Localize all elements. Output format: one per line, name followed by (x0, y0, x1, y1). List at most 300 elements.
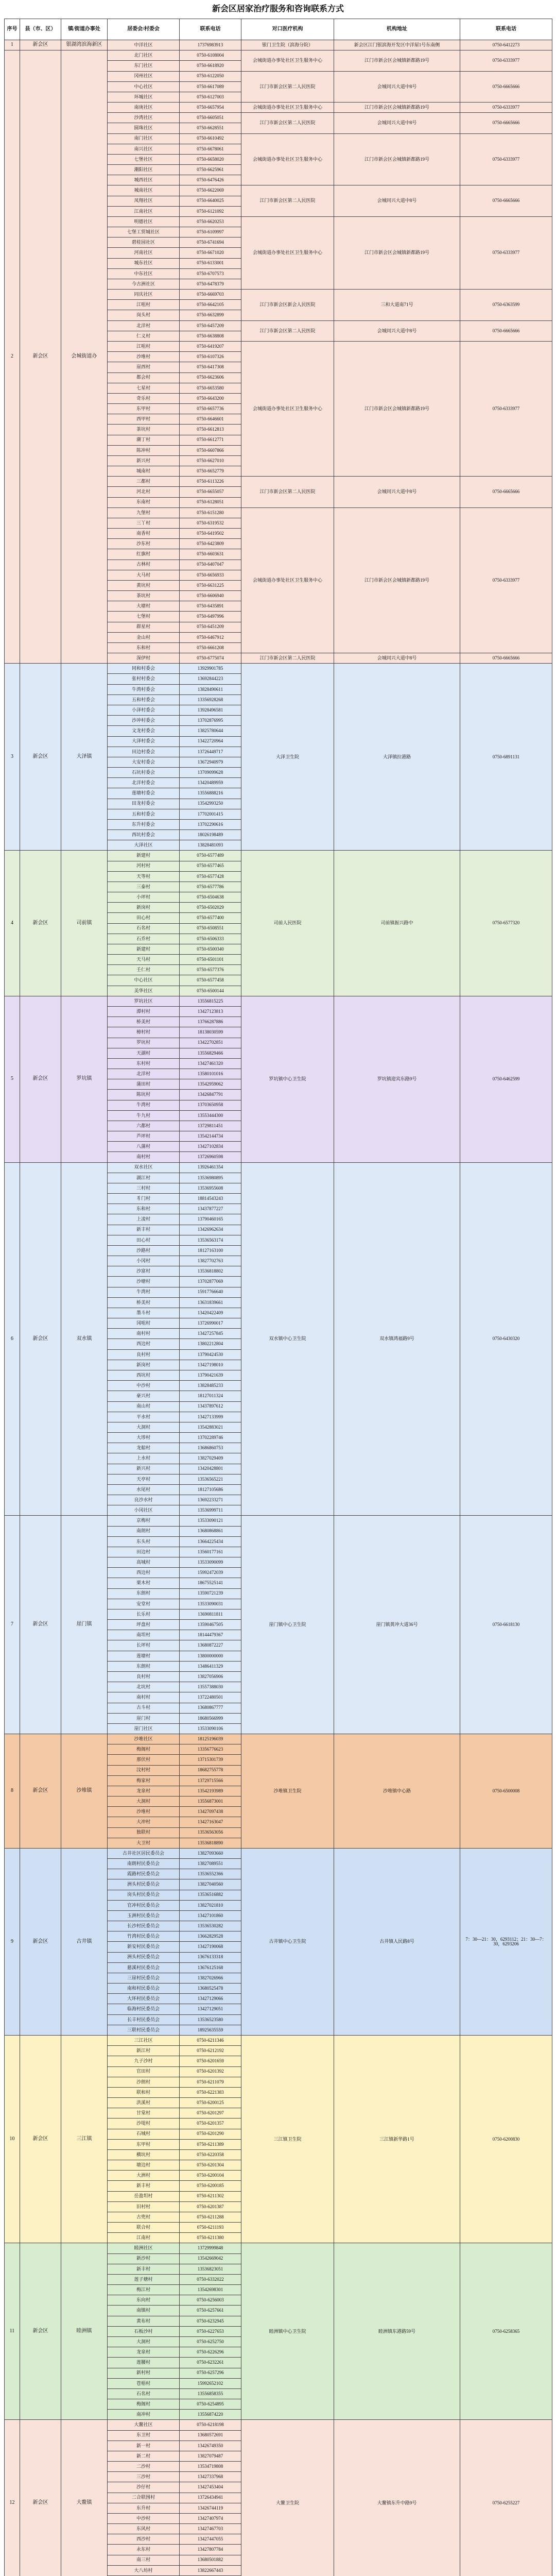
community-name: 古井社区居民委员会 (108, 1848, 180, 1858)
table-row (5, 50, 552, 61)
community-phone: 13542993250 (180, 799, 241, 809)
community-phone: 0750-6603631 (180, 549, 241, 560)
institution-address: 古井镇人民路8号 (334, 1848, 460, 2035)
community-phone: 13664225434 (180, 1536, 241, 1547)
institution-name: 江门市新会区第二人民医院 (241, 71, 334, 103)
community-name: 独联村 (108, 1827, 180, 1838)
community-phone: 13828490611 (180, 684, 241, 694)
community-name: 石坑村委会 (108, 768, 180, 778)
community-phone: 0750-6419502 (180, 529, 241, 539)
community-phone: 0750-6775074 (180, 653, 241, 664)
institution-address: 会城同兴大道中8号 (334, 113, 460, 133)
community-phone: 0750-6640025 (180, 196, 241, 206)
community-phone: 13828481093 (180, 840, 241, 851)
institution-address: 司前镇振兴路中 (334, 851, 460, 996)
community-name: 仁义村 (108, 331, 180, 341)
community-phone: 0750-6628551 (180, 123, 241, 133)
community-name: 田心村 (108, 913, 180, 923)
community-phone: 13790460165 (180, 1214, 241, 1225)
group-index: 8 (5, 1734, 20, 1849)
community-name: 罗坑社区 (108, 996, 180, 1006)
group-index: 4 (5, 851, 20, 996)
community-phone: 0750-6252750 (180, 2336, 241, 2347)
community-name: 九子沙村 (108, 2056, 180, 2066)
institution-name: 会城街道办事处社区卫生服务中心 (241, 341, 334, 476)
community-phone: 13729811451 (180, 1121, 241, 1131)
community-phone: 0750-6577489 (180, 851, 241, 861)
community-name: 西沙村 (108, 2534, 180, 2545)
group-index: 2 (5, 50, 20, 664)
community-name: 中沙村 (108, 1381, 180, 1391)
institution-address: 睦洲镇东港路59号 (334, 2243, 460, 2420)
community-phone: 13427461320 (180, 1058, 241, 1069)
community-phone: 13703650958 (180, 1100, 241, 1110)
community-name: 大埗村 (108, 1433, 180, 1443)
community-name: 城西社区 (108, 175, 180, 185)
institution-name: 沙堆镇卫生院 (241, 1734, 334, 1849)
community-name: 大环村民委员会 (108, 1994, 180, 2004)
community-phone: 0750-6319532 (180, 518, 241, 528)
community-name: 茶坑村 (108, 591, 180, 601)
institution-name: 银门卫生院（滨海分院） (241, 40, 334, 50)
community-phone: 13536999711 (180, 1505, 241, 1516)
community-phone: 0750-6502029 (180, 903, 241, 913)
community-phone: 13702876995 (180, 716, 241, 726)
community-name: 芦坪村 (108, 1131, 180, 1142)
community-phone: 13534719808 (180, 2462, 241, 2472)
community-phone: 13631839661 (180, 1297, 241, 1308)
community-phone: 13827026966 (180, 1973, 241, 1983)
community-name: 中沙村 (108, 2513, 180, 2523)
community-phone: 13427129066 (180, 1994, 241, 2004)
community-phone: 0750-6133001 (180, 258, 241, 268)
community-phone: 13536530282 (180, 1921, 241, 1931)
institution-address: 罗坑镇迎宾东路9号 (334, 996, 460, 1162)
community-phone: 13427123813 (180, 1006, 241, 1016)
institution-phone: 0750-6577320 (460, 851, 552, 996)
institution-phone: 0750-6333977 (460, 103, 552, 113)
group-index: 11 (5, 2243, 20, 2420)
header-phone: 联系电话 (180, 19, 241, 40)
community-phone: 13536818890 (180, 1838, 241, 1848)
community-phone: 13726990017 (180, 1318, 241, 1329)
community-phone: 13536516882 (180, 1890, 241, 1900)
institution-phone: 0750-6333977 (460, 341, 552, 476)
institution-phone: 0750-6333977 (460, 133, 552, 185)
community-phone: 13426744119 (180, 2503, 241, 2513)
community-name: 上凌村 (108, 1214, 180, 1225)
community-name: 南村村 (108, 1152, 180, 1162)
community-name: 天亭村 (108, 1474, 180, 1484)
community-name: 今古洲社区 (108, 279, 180, 289)
community-name: 东和村 (108, 642, 180, 653)
community-name: 潮丁村 (108, 435, 180, 445)
header-county: 县（市、区） (20, 19, 61, 40)
community-name: 梅阁村 (108, 1744, 180, 1755)
community-name: 古兜村 (108, 2212, 180, 2222)
community-name: 河村村 (108, 861, 180, 871)
community-phone: 13827021810 (180, 1900, 241, 1910)
community-name: 苍梧村 (108, 2378, 180, 2388)
community-name: 新兴村 (108, 1464, 180, 1474)
community-phone: 0750-6478379 (180, 279, 241, 289)
community-phone: 13662829528 (180, 1931, 241, 1942)
community-phone: 13827093660 (180, 1848, 241, 1858)
community-phone: 13533090031 (180, 1599, 241, 1609)
community-name: 龙船村 (108, 1443, 180, 1453)
community-name: 大塘村 (108, 601, 180, 612)
community-phone: 0750-6669703 (180, 290, 241, 300)
community-phone: 17702001415 (180, 809, 241, 819)
community-name: 中心社区 (108, 975, 180, 986)
community-phone: 0750-6617089 (180, 81, 241, 92)
community-name: 七堡社区 (108, 154, 180, 164)
institution-address: 江门市新会区会城镇新都路19号 (334, 341, 460, 476)
group-town: 罗坑镇 (61, 996, 108, 1162)
community-name: 潮阳社区 (108, 165, 180, 175)
community-name: 新岗村 (108, 903, 180, 913)
community-phone: 13926461354 (180, 1162, 241, 1173)
community-phone: 0750-6211380 (180, 2233, 241, 2243)
community-name: 三泰村 (108, 882, 180, 892)
community-name: 中心社区 (108, 81, 180, 92)
community-name: 天马村 (108, 955, 180, 965)
community-phone: 13827079487 (180, 2451, 241, 2461)
community-phone: 0750-6212192 (180, 2046, 241, 2056)
community-name: 洲头村民委员会 (108, 1952, 180, 1962)
community-phone: 0750-6128051 (180, 497, 241, 507)
community-name: 三村村 (108, 1183, 180, 1193)
community-phone: 13542144734 (180, 1131, 241, 1142)
community-phone: 13680501882 (180, 2555, 241, 2565)
community-phone: 13420489959 (180, 778, 241, 788)
community-name: 黄坑村 (108, 580, 180, 590)
community-name: 梅家村 (108, 1775, 180, 1786)
community-name: 岗头村 (108, 310, 180, 320)
community-phone: 0750-6201387 (180, 2201, 241, 2212)
community-name: 长乐村 (108, 1609, 180, 1619)
community-name: 东村村 (108, 1058, 180, 1069)
community-name: 金山村 (108, 632, 180, 642)
community-name: 大冲村 (108, 1817, 180, 1827)
community-phone: 0750-6467912 (180, 632, 241, 642)
community-name: 汶村村 (108, 1765, 180, 1775)
community-name: 同和村委会 (108, 664, 180, 674)
community-phone: 0750-6200185 (180, 2181, 241, 2191)
community-phone: 0750-6622069 (180, 185, 241, 196)
community-name: 栗木村 (108, 1578, 180, 1588)
community-phone: 13427101860 (180, 1910, 241, 1921)
community-phone: 0750-6500144 (180, 986, 241, 996)
community-phone: 0750-6121092 (180, 206, 241, 216)
community-phone: 13715301739 (180, 1755, 241, 1765)
institution-name: 江门市新会区第二人民医院 (241, 477, 334, 508)
community-name: 莲子塘村 (108, 2274, 180, 2284)
community-phone: 0750-6127003 (180, 92, 241, 102)
community-name: 南朗村 (108, 1526, 180, 1536)
group-town: 睦洲镇 (61, 2243, 108, 2420)
community-phone: 0750-6107326 (180, 352, 241, 362)
community-phone: 13542698301 (180, 2285, 241, 2295)
community-phone: 13702289746 (180, 1433, 241, 1443)
community-name: 旧村村 (108, 2201, 180, 2212)
institution-address: 新会区江门银滨海开发区中洋屋1号东南侧 (334, 40, 460, 50)
group-county: 新会区 (20, 996, 61, 1162)
community-name: 豸门村 (108, 1194, 180, 1204)
table-row (5, 2420, 552, 2430)
community-phone: 0750-6257661 (180, 2306, 241, 2316)
community-phone: 13557388030 (180, 1682, 241, 1692)
community-phone: 18026198489 (180, 830, 241, 840)
community-name: 西坑村委会 (108, 830, 180, 840)
community-name: 冈咀村 (108, 1318, 180, 1329)
community-name: 小冈社区 (108, 1505, 180, 1516)
community-phone: 13427407974 (180, 2513, 241, 2523)
institution-address: 会城同兴大道中8号 (334, 653, 460, 664)
community-phone: 13800000000 (180, 1651, 241, 1661)
community-phone: 0750-6657736 (180, 404, 241, 414)
community-phone: 13929901785 (180, 664, 241, 674)
table-body (5, 40, 552, 2576)
community-name: 新江村 (108, 2046, 180, 2056)
institution-name: 古井镇中心卫生院 (241, 1848, 334, 2035)
community-name: 南兴社区 (108, 144, 180, 154)
community-phone: 18925635559 (180, 2025, 241, 2035)
community-phone: 13536563174 (180, 1235, 241, 1245)
community-name: 三崖村民委员会 (108, 1973, 180, 1983)
community-name: 同庆社区 (108, 290, 180, 300)
group-county: 新会区 (20, 1848, 61, 2035)
community-name: 奇乐村 (108, 393, 180, 403)
community-phone: 13427133999 (180, 1412, 241, 1422)
community-name: 茶坑村 (108, 425, 180, 435)
community-name: 南村村 (108, 1329, 180, 1339)
community-name: 北洋村 (108, 1069, 180, 1079)
header-institution-phone: 联系电话 (460, 19, 552, 40)
institution-phone: 7：30—21：30，6293112；21：30—7：30，6293206 (460, 1848, 552, 2035)
community-name: 竹湾村民委员会 (108, 1931, 180, 1942)
community-name: 五和村委会 (108, 809, 180, 819)
community-name: 江南村 (108, 2233, 180, 2243)
institution-address: 江门市新会区会城镇新都路19号 (334, 507, 460, 653)
community-name: 七星村 (108, 383, 180, 393)
community-phone: 13356928268 (180, 694, 241, 705)
community-phone: 0750-6612771 (180, 435, 241, 445)
community-phone: 18127163100 (180, 1245, 241, 1256)
group-index: 9 (5, 1848, 20, 2035)
community-phone: 13676133318 (180, 1952, 241, 1962)
group-town: 沙堆镇 (61, 1734, 108, 1849)
community-name: 蒲田村 (108, 1079, 180, 1090)
community-phone: 0750-6497996 (180, 612, 241, 622)
community-phone: 0750-6435891 (180, 601, 241, 612)
community-phone: 13536955608 (180, 1183, 241, 1193)
community-name: 新安村民委员会 (108, 1942, 180, 1952)
community-phone: 0750-6200125 (180, 2098, 241, 2108)
group-town: 双水镇 (61, 1162, 108, 1516)
community-name: 壬仁村 (108, 965, 180, 975)
community-phone: 0750-6108004 (180, 50, 241, 61)
community-name: 南镇村 (108, 2306, 180, 2316)
institution-name: 江门市新会区第二人民医院 (241, 653, 334, 664)
community-name: 城南社区 (108, 185, 180, 196)
community-name: 那伏村 (108, 1755, 180, 1765)
community-phone: 13437877227 (180, 1204, 241, 1214)
institution-name: 大鳌卫生院 (241, 2420, 334, 2576)
community-phone: 0750-6646601 (180, 414, 241, 425)
community-name: 官田村 (108, 2066, 180, 2077)
community-phone: 0750-6605051 (180, 113, 241, 123)
institution-phone: 0750-6333977 (460, 507, 552, 653)
community-name: 东和村 (108, 1204, 180, 1214)
community-name: 古林村 (108, 560, 180, 570)
community-phone: 13427102834 (180, 1142, 241, 1152)
community-phone: 0750-6623606 (180, 372, 241, 383)
community-phone: 13427097438 (180, 1807, 241, 1817)
community-phone: 0750-6652779 (180, 466, 241, 477)
community-phone: 0750-6500340 (180, 944, 241, 954)
community-phone: 13427257845 (180, 1329, 241, 1339)
institution-name: 会城街道办事处社区卫生服务中心 (241, 103, 334, 113)
community-name: 北坑村 (108, 1682, 180, 1692)
community-phone: 0750-6642105 (180, 300, 241, 310)
institution-phone: 0750-6500008 (460, 1734, 552, 1849)
community-phone: 0750-6577465 (180, 861, 241, 871)
community-name: 坪盘村 (108, 1620, 180, 1630)
community-name: 大马村 (108, 570, 180, 580)
document-title: 新会区居家治疗服务和咨询联系方式 (212, 5, 344, 13)
community-name: 田龙村委会 (108, 799, 180, 809)
community-phone: 0750-6227653 (180, 2326, 241, 2336)
community-phone: 0750-6201290 (180, 2129, 241, 2139)
community-name: 天湖村 (108, 1048, 180, 1058)
institution-name: 睦洲镇中心卫生院 (241, 2243, 334, 2420)
community-name: 石名村 (108, 2388, 180, 2399)
community-name: 南山村 (108, 1401, 180, 1412)
table-row (5, 996, 552, 1006)
institution-address: 沙堆镇中心路 (334, 1734, 460, 1849)
community-name: 五和村委会 (108, 694, 180, 705)
group-index: 3 (5, 664, 20, 851)
community-name: 洲头村民委员会 (108, 1879, 180, 1890)
community-phone: 13790424530 (180, 1349, 241, 1360)
community-phone: 0750-6577458 (180, 975, 241, 986)
community-name: 二沙村 (108, 2462, 180, 2472)
community-name: 安堂村 (108, 1599, 180, 1609)
community-phone: 13427807784 (180, 2545, 241, 2555)
community-name: 石城村 (108, 2129, 180, 2139)
community-phone: 13536563056 (180, 1827, 241, 1838)
group-town: 大鳌镇 (61, 2420, 108, 2576)
community-name: 天等村 (108, 871, 180, 882)
community-phone: 0750-6631225 (180, 580, 241, 590)
group-index: 10 (5, 2036, 20, 2243)
community-name: 三沙村 (108, 2472, 180, 2482)
group-county: 新会区 (20, 2036, 61, 2243)
community-phone: 18138030599 (180, 1027, 241, 1038)
community-phone: 0750-6201297 (180, 2108, 241, 2119)
group-index: 7 (5, 1516, 20, 1734)
community-phone: 0750-6451209 (180, 622, 241, 632)
institution-phone: 0750-6665666 (460, 320, 552, 341)
institution-name: 会城街道办事处社区卫生服务中心 (241, 216, 334, 289)
table-row (5, 1734, 552, 1744)
community-name: 红旗村 (108, 549, 180, 560)
community-phone: 13533090099 (180, 1557, 241, 1568)
community-name: 北洋村委会 (108, 778, 180, 788)
community-phone: 13680872227 (180, 1640, 241, 1651)
community-name: 东朗村 (108, 1588, 180, 1599)
institution-name: 崖门镇中心卫生院 (241, 1516, 334, 1734)
community-name: 南三村 (108, 2555, 180, 2565)
community-name: 东升村 (108, 2503, 180, 2513)
community-phone: 13533090106 (180, 1723, 241, 1734)
community-name: 南朗村民委员会 (108, 1859, 180, 1869)
community-phone: 0750-6610492 (180, 133, 241, 144)
community-phone: 13702877069 (180, 1277, 241, 1287)
community-name: 沙富村 (108, 1266, 180, 1277)
community-name: 墨斗村 (108, 1308, 180, 1318)
community-name: 沙仔村 (108, 2482, 180, 2493)
community-phone: 0750-6612813 (180, 425, 241, 435)
group-town: 司前镇 (61, 851, 108, 996)
community-phone: 15992652102 (180, 2378, 241, 2388)
institution-address: 会城同兴大道中8号 (334, 320, 460, 341)
community-name: 东南村 (108, 497, 180, 507)
community-phone: 0750-6200104 (180, 2171, 241, 2181)
community-phone: 13556815225 (180, 996, 241, 1006)
community-name: 横坑村 (108, 2149, 180, 2160)
community-phone: 13825780644 (180, 726, 241, 736)
community-name: 岳盈坦村 (108, 2191, 180, 2201)
community-name: 大八坊村 (108, 2565, 180, 2575)
group-town: 崖门镇 (61, 1516, 108, 1734)
community-phone: 0750-6201392 (180, 2066, 241, 2077)
institution-phone: 0750-6200830 (460, 2036, 552, 2243)
community-phone: 13722480501 (180, 1692, 241, 1703)
community-phone: 0750-6638808 (180, 331, 241, 341)
institution-name: 江门市新会区第二人民医院 (241, 185, 334, 217)
community-name: 罗坑村 (108, 1038, 180, 1048)
institution-address: 三江镇新华路1号 (334, 2036, 460, 2243)
institution-name: 双水镇中心卫生院 (241, 1162, 334, 1516)
community-phone: 0750-6501101 (180, 955, 241, 965)
community-name: 石乔村 (108, 934, 180, 944)
institution-phone: 0750-6891131 (460, 664, 552, 851)
community-phone: 13536823051 (180, 2264, 241, 2274)
community-name: 群星村 (108, 622, 180, 632)
community-name: 北门社区 (108, 50, 180, 61)
table-row (5, 2243, 552, 2253)
community-name: 东升村委会 (108, 819, 180, 829)
community-phone: 13426962634 (180, 1225, 241, 1235)
community-phone: 18682755778 (180, 1765, 241, 1775)
community-phone: 13533090121 (180, 1516, 241, 1526)
community-phone: 13427337968 (180, 2472, 241, 2482)
community-phone: 0750-6201304 (180, 2160, 241, 2171)
community-name: 中洋社区 (108, 40, 180, 50)
community-name: 河北村 (108, 487, 180, 497)
community-name: 大卫村 (108, 1838, 180, 1848)
community-name: 小坪村 (108, 892, 180, 903)
community-name: 江南社区 (108, 206, 180, 216)
community-name: 京梅村 (108, 1516, 180, 1526)
community-phone: 0750-6508551 (180, 923, 241, 934)
community-name: 新建村 (108, 851, 180, 861)
community-name: 美华社区 (108, 986, 180, 996)
table-row (5, 1516, 552, 1526)
community-name: 东头村 (108, 1536, 180, 1547)
